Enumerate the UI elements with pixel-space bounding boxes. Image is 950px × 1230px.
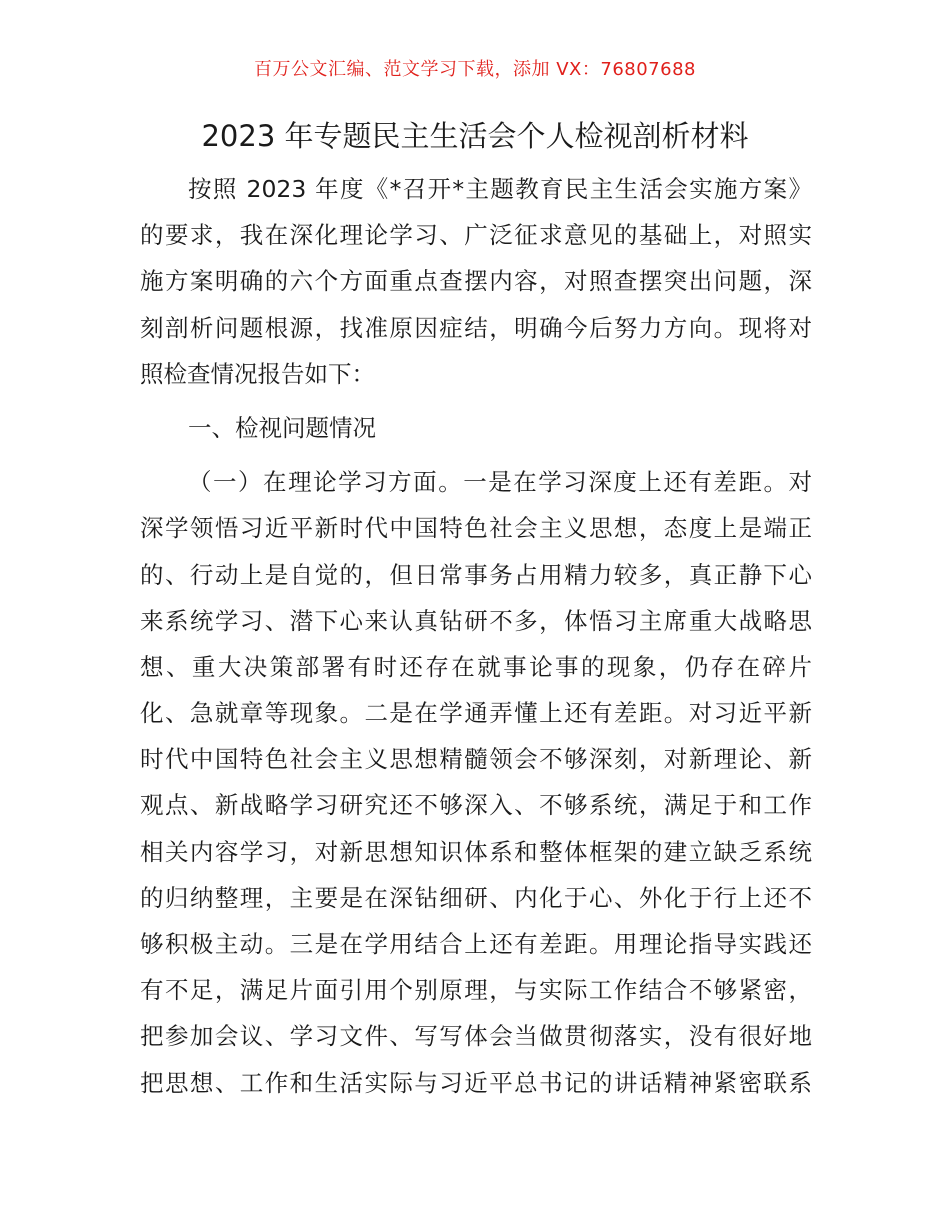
section-line: 观点、新战略学习研究还不够深入、不够系统，满足于和工作	[140, 791, 812, 820]
section-line: 相关内容学习，对新思想知识体系和整体框架的建立缺乏系统	[140, 837, 812, 866]
document-title: 2023 年专题民主生活会个人检视剖析材料	[201, 119, 749, 153]
section-line: （一）在理论学习方面。一是在学习深度上还有差距。对	[188, 468, 812, 497]
section-line: 够积极主动。三是在学用结合上还有差距。用理论指导实践还	[140, 930, 812, 958]
intro-line: 按照 2023 年度《*召开*主题教育民主生活会实施方案》	[188, 175, 812, 203]
watermark-banner: 百万公文汇编、范文学习下载，添加 VX：76807688	[254, 59, 696, 80]
section-line: 把参加会议、学习文件、写写体会当做贯彻落实，没有很好地	[140, 1022, 812, 1051]
intro-line: 的要求，我在深化理论学习、广泛征求意见的基础上，对照实	[140, 221, 812, 250]
section-line: 深学领悟习近平新时代中国特色社会主义思想，态度上是端正	[140, 514, 812, 543]
section-heading: 一、检视问题情况	[188, 413, 376, 442]
section-line: 来系统学习、潜下心来认真钻研不多，体悟习主席重大战略思	[140, 606, 812, 635]
section-line: 的、行动上是自觉的，但日常事务占用精力较多，真正静下心	[140, 560, 812, 589]
section-line: 把思想、工作和生活实际与习近平总书记的讲话精神紧密联系	[140, 1068, 812, 1097]
intro-line: 照检查情况报告如下：	[140, 359, 375, 388]
section-line: 时代中国特色社会主义思想精髓领会不够深刻，对新理论、新	[140, 745, 812, 774]
section-line: 想、重大决策部署有时还存在就事论事的现象，仍存在碎片	[140, 652, 812, 681]
section-line: 化、急就章等现象。二是在学通弄懂上还有差距。对习近平新	[140, 699, 812, 728]
intro-line: 施方案明确的六个方面重点查摆内容，对照查摆突出问题，深	[140, 267, 812, 296]
section-line: 的归纳整理，主要是在深钻细研、内化于心、外化于行上还不	[140, 883, 812, 912]
intro-line: 刻剖析问题根源，找准原因症结，明确今后努力方向。现将对	[140, 313, 812, 342]
document-body	[140, 166, 812, 1106]
section-line: 有不足，满足片面引用个别原理，与实际工作结合不够紧密，	[140, 976, 812, 1005]
